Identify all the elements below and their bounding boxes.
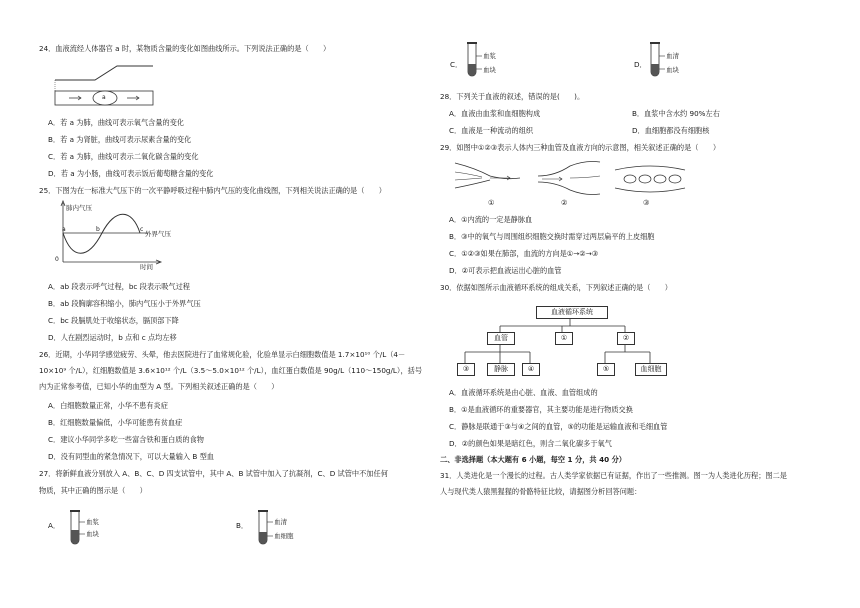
q30-node-vessels: 血管 bbox=[487, 332, 515, 345]
q27-tube-b-bottom: 血细胞 bbox=[274, 532, 294, 540]
q26-line2: 10×10⁹ 个/L），红细胞数值是 3.6×10¹² 个/L（3.5～5.0×10¹² 个/L），血红蛋白数值是 90g/L（110～150g/L），括号 bbox=[39, 366, 423, 375]
q28-option-c: C．血液是一种流动的组织 bbox=[449, 126, 534, 135]
q28-stem: 28．下列关于血液的叙述，错误的是( )。 bbox=[440, 92, 585, 101]
q30-node-5: ⑤ bbox=[597, 363, 615, 376]
section-2-heading: 二、非选择题（本大题有 6 小题，每空 1 分，共 40 分） bbox=[440, 455, 626, 464]
q26-option-d: D．没有同型血的紧急情况下，可以大量输入 B 型血 bbox=[48, 452, 214, 461]
q29-label-1: ① bbox=[488, 198, 495, 207]
q25-option-b: B．ab 段胸廓容积缩小，肺内气压小于外界气压 bbox=[48, 299, 201, 308]
q27-tube-b-letter: B． bbox=[236, 521, 249, 530]
q26-option-c: C．建议小华同学多吃一些富含铁和蛋白质的食物 bbox=[48, 435, 204, 444]
q28-option-a: A．血液由血浆和血细胞构成 bbox=[449, 109, 541, 118]
q30-option-d: D．②的颜色如果是暗红色，则含二氧化碳多于氧气 bbox=[449, 439, 612, 448]
q24-option-c: C．若 a 为肺，曲线可表示二氧化碳含量的变化 bbox=[48, 152, 199, 161]
q27-tube-c bbox=[465, 42, 483, 80]
q29-option-a: A．①内流的一定是静脉血 bbox=[449, 215, 533, 224]
q28-option-b: B．血浆中含水约 90%左右 bbox=[632, 109, 720, 118]
q29-vessels-diagram bbox=[450, 158, 690, 198]
q26-line1: 26．近期，小华同学感觉疲劳、头晕，他去医院进行了血常规化验，化验单显示白细胞数值是 1.7×10¹⁰ 个/L（4－ bbox=[39, 350, 406, 359]
q30-node-3: ③ bbox=[457, 363, 475, 376]
q27-tube-c-bottom: 血块 bbox=[483, 66, 496, 74]
q27-tube-a-letter: A． bbox=[48, 521, 61, 530]
q24-option-b: B．若 a 为肾脏，曲线可表示尿素含量的变化 bbox=[48, 135, 192, 144]
q30-stem: 30．依据如图所示血液循环系统的组成关系，下列叙述正确的是（ ） bbox=[440, 283, 672, 292]
q30-node-veins: 静脉 bbox=[487, 363, 515, 376]
q24-organ-label: a bbox=[102, 94, 106, 101]
q25-point-c: c bbox=[140, 226, 144, 233]
q26-line3: 内为正常参考值，已知小华的血型为 A 型。下列相关叙述正确的是（ ） bbox=[39, 382, 279, 391]
q26-option-b: B．红细胞数量偏低，小华可能患有贫血症 bbox=[48, 418, 183, 427]
q27-tube-b bbox=[256, 510, 274, 548]
q24-option-d: D．若 a 为小肠，曲线可表示饭后葡萄糖含量的变化 bbox=[48, 169, 214, 178]
q27-tube-a bbox=[68, 510, 86, 548]
q30-node-4: ④ bbox=[522, 363, 540, 376]
q30-node-blood-cells: 血细胞 bbox=[635, 363, 667, 376]
q25-option-a: A．ab 段表示呼气过程，bc 段表示吸气过程 bbox=[48, 282, 190, 291]
q25-y-label: 肺内气压 bbox=[66, 204, 92, 212]
q25-x-label: 时间 bbox=[140, 263, 153, 271]
q30-node-1: ① bbox=[555, 332, 573, 345]
q30-option-c: C．静脉是联通于③与④之间的血管，⑤的功能是运输血液和毛细血管 bbox=[449, 422, 668, 431]
q30-node-2: ② bbox=[617, 332, 635, 345]
q27-tube-d bbox=[648, 42, 666, 80]
q25-option-c: C．bc 段膈肌处于收缩状态，膈顶部下降 bbox=[48, 316, 179, 325]
q29-label-2: ② bbox=[561, 198, 568, 207]
q25-zero-label: 0 bbox=[55, 256, 59, 263]
q24-diagram bbox=[55, 62, 165, 112]
q31-line1: 31．人类进化是一个漫长的过程。古人类学家依据已有证据，作出了一些推测。图一为人类进化历程；图二是 bbox=[440, 471, 787, 480]
q27-tube-d-letter: D． bbox=[634, 60, 647, 69]
q31-line2: 人与现代类人猿黑猩猩的骨骼特征比较，请据图分析回答问题： bbox=[440, 487, 642, 496]
q29-label-3: ③ bbox=[643, 198, 650, 207]
q30-option-a: A．血液循环系统是由心脏、血液、血管组成的 bbox=[449, 388, 598, 397]
q27-tube-c-top: 血浆 bbox=[483, 52, 496, 60]
q27-tube-a-bottom: 血块 bbox=[86, 530, 99, 538]
q25-stem: 25．下图为在一标准大气压下的一次平静呼吸过程中肺内气压的变化曲线图，下列相关说法正确的是（ ） bbox=[39, 186, 386, 195]
q27-tube-d-bottom: 血块 bbox=[666, 66, 679, 74]
q30-option-b: B．①是血液循环的重要器官，其主要功能是进行物质交换 bbox=[449, 405, 633, 414]
q24-option-a: A．若 a 为肺，曲线可表示氧气含量的变化 bbox=[48, 118, 185, 127]
q28-option-d: D．血细胞都没有细胞核 bbox=[632, 126, 710, 135]
q29-option-b: B．③中的氧气与周围组织细胞交换时需穿过两层扁平的上皮细胞 bbox=[449, 232, 655, 241]
q27-tube-b-top: 血清 bbox=[274, 518, 287, 526]
q27-line2: 物质，其中正确的图示是（ ） bbox=[39, 486, 147, 495]
q26-option-a: A．白细胞数量正常，小华不患有炎症 bbox=[48, 401, 168, 410]
q29-stem: 29．如图中①②③表示人体内三种血管及血液方向的示意图，相关叙述正确的是（ ） bbox=[440, 143, 721, 152]
q27-tube-d-top: 血清 bbox=[666, 52, 679, 60]
q24-stem: 24．血液流经人体器官 a 时，某物质含量的变化如图曲线所示。下列说法正确的是（ ） bbox=[39, 44, 331, 53]
q25-point-b: b bbox=[96, 226, 100, 233]
q27-line1: 27．将新鲜血液分别放入 A、B、C、D 四支试管中，其中 A、B 试管中加入了抗凝剂，C、D 试管中不加任何 bbox=[39, 469, 388, 478]
q29-option-c: C．①②③如果在肺部，血流的方向是①→②→③ bbox=[449, 249, 599, 258]
q30-root-node: 血液循环系统 bbox=[536, 306, 608, 319]
q25-point-a: a bbox=[62, 226, 66, 233]
q25-option-d: D．人在剧烈运动时，b 点和 c 点均左移 bbox=[48, 333, 177, 342]
q27-tube-a-top: 血浆 bbox=[86, 518, 99, 526]
q29-option-d: D．②可表示把血液运出心脏的血管 bbox=[449, 266, 562, 275]
q27-tube-c-letter: C． bbox=[450, 60, 463, 69]
q25-ext-label: 外界气压 bbox=[145, 230, 171, 238]
